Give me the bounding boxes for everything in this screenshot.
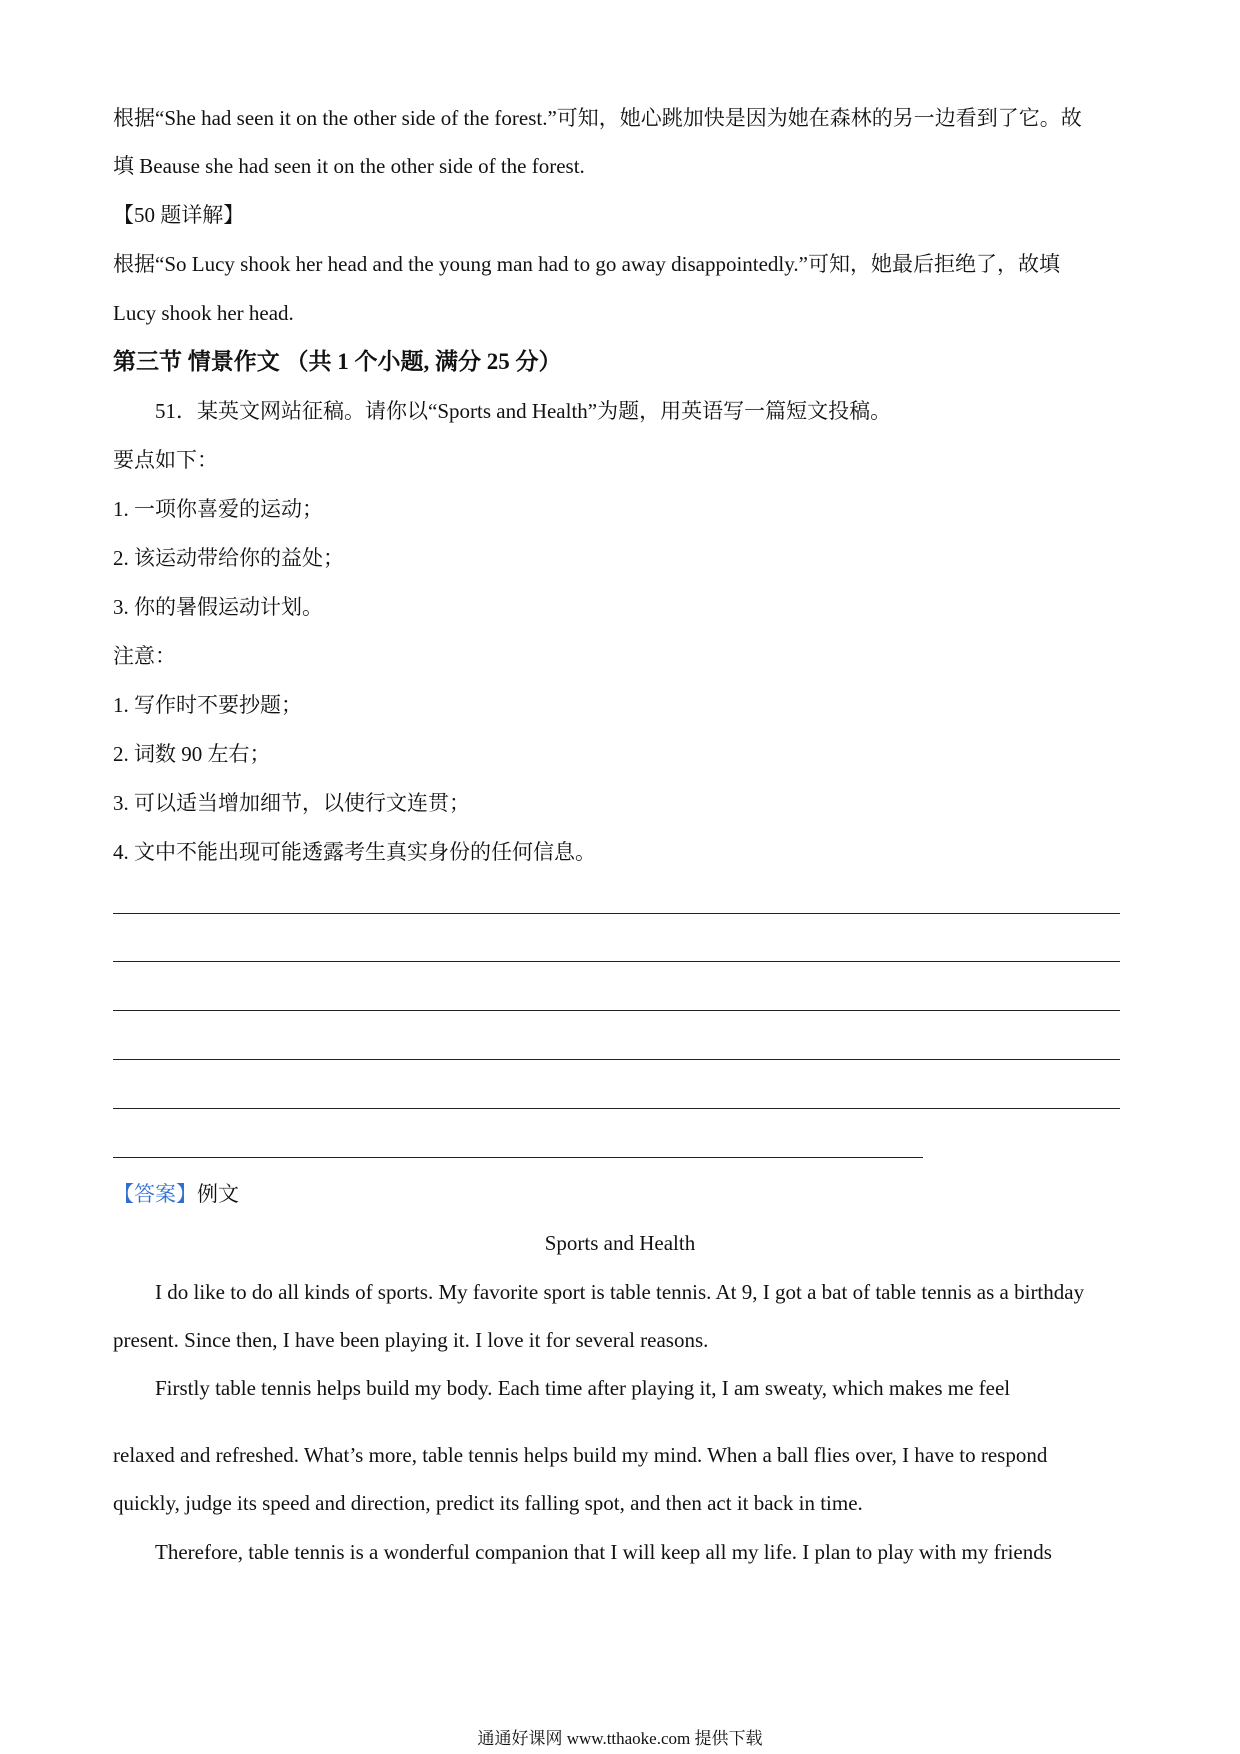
explanation-line-4: Lucy shook her head. [113, 301, 294, 325]
point-item: 2. 该运动带给你的益处； [113, 546, 344, 570]
writing-line-short [113, 1157, 923, 1158]
note-item: 3. 可以适当增加细节，以使行文连贯； [113, 791, 470, 815]
question-51-prompt: 51．某英文网站征稿。请你以“Sports and Health”为题，用英语写一篇短文投稿。 [155, 399, 892, 423]
essay-paragraph-2-line-3: quickly, judge its speed and direction, predict its falling spot, and then act it back in time. [113, 1491, 863, 1515]
essay-title: Sports and Health [544, 1231, 696, 1255]
answer-tag: 【答案】 [113, 1182, 197, 1206]
essay-paragraph-1-line-1: I do like to do all kinds of sports. My favorite sport is table tennis. At 9, I got a bat of table tennis as a birthday [155, 1280, 1085, 1304]
notes-label: 注意： [113, 644, 176, 668]
question-50-heading: 【50 题详解】 [113, 203, 245, 227]
point-item: 1. 一项你喜爱的运动； [113, 497, 323, 521]
essay-paragraph-2-line-1: Firstly table tennis helps build my body. Each time after playing it, I am sweaty, which makes me feel [155, 1376, 1011, 1400]
section-heading: 第三节 情景作文 （共 1 个小题, 满分 25 分） [113, 349, 562, 374]
explanation-line-1: 根据“She had seen it on the other side of the forest.”可知，她心跳加快是因为她在森林的另一边看到了它。故 [113, 106, 1082, 130]
essay-paragraph-2-line-2: relaxed and refreshed. What’s more, table tennis helps build my mind. When a ball flies over, I have to respond [113, 1443, 1048, 1467]
note-item: 1. 写作时不要抄题； [113, 693, 302, 717]
answer-label-line [113, 1180, 1127, 1208]
point-item: 3. 你的暑假运动计划。 [113, 595, 323, 619]
explanation-line-3: 根据“So Lucy shook her head and the young man had to go away disappointedly.”可知，她最后拒绝了，故填 [113, 252, 1060, 276]
answer-label: 例文 [197, 1182, 239, 1206]
essay-paragraph-3-line-1: Therefore, table tennis is a wonderful companion that I will keep all my life. I plan to play with my friends [155, 1540, 1052, 1564]
essay-paragraph-1-line-2: present. Since then, I have been playing it. I love it for several reasons. [113, 1328, 709, 1352]
writing-line [113, 961, 1120, 962]
explanation-line-2: 填 Beause she had seen it on the other side of the forest. [113, 154, 585, 178]
points-label: 要点如下： [113, 448, 218, 472]
page-footer: 通通好课网 www.tthaoke.com 提供下载 [477, 1729, 763, 1748]
writing-line [113, 913, 1120, 914]
note-item: 2. 词数 90 左右； [113, 742, 271, 766]
writing-line [113, 1010, 1120, 1011]
writing-line [113, 1059, 1120, 1060]
writing-line [113, 1108, 1120, 1109]
note-item: 4. 文中不能出现可能透露考生真实身份的任何信息。 [113, 840, 596, 864]
